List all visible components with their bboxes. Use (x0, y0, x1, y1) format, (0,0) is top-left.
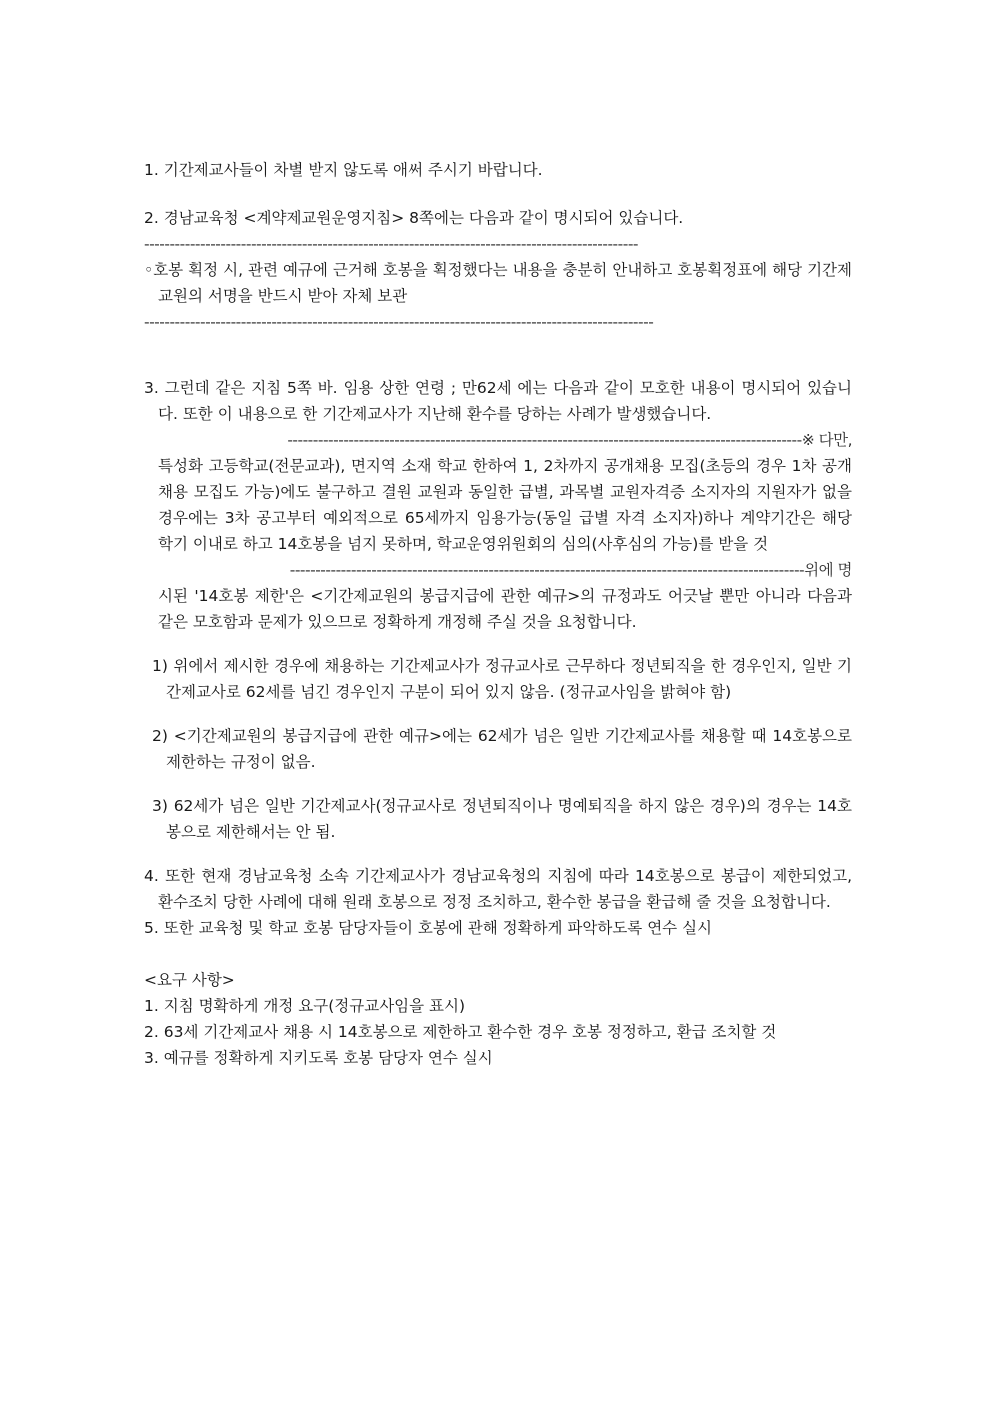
sub-item-3: 3) 62세가 넘은 일반 기간제교사(정규교사로 정년퇴직이나 명예퇴직을 하지 않은 경우)의 경우는 14호봉으로 제한해서는 안 됨. (152, 797, 852, 841)
sub-item-2: 2) <기간제교원의 봉급지급에 관한 예규>에는 62세가 넘은 일반 기간제교사를 채용할 때 14호봉으로 제한하는 규정이 없음. (152, 727, 852, 771)
item-4: 4. 또한 현재 경남교육청 소속 기간제교사가 경남교육청의 지침에 따라 14호봉으로 봉급이 제한되었고, 환수조치 당한 사례에 대해 원래 호봉으로 정정 조치하고, 환수한 봉급을 환급해 줄 것을 요청합니다. (144, 867, 852, 911)
quote-2: 특성화 고등학교(전문교과), 면지역 소재 학교 한하여 1, 2차까지 공개채용 모집(초등의 경우 1차 공개채용 모집도 가능)에도 불구하고 결원 교원과 동일한 급별, 과목별 교원자격증 소지자의 지원자가 없을 경우에는 3차 공고부터 예외적으로 65세까지 임용가능(동일 급별 자격 소지자)하나 계약기간은 해당 학기 이내로 하고 14호봉을 넘지 못하며, 학교운영위원회의 심의(사후심의 가능)를 받을 것 (158, 457, 852, 553)
item-1: 1. 기간제교사들이 차별 받지 않도록 애써 주시기 바랍니다. (144, 161, 543, 179)
item-3: 3. 그런데 같은 지침 5쪽 바. 임용 상한 연령 ; 만62세 에는 다음과 같이 모호한 내용이 명시되어 있습니다. 또한 이 내용으로 한 기간제교사가 지난해 환수를 당하는 사례가 발생했습니다. (144, 379, 852, 423)
document-body (144, 157, 852, 1071)
dash-line-1: ------------------------------------------------------------------------------------------------- (144, 235, 639, 253)
request-2: 2. 63세 기간제교사 채용 시 14호봉으로 제한하고 환수한 경우 호봉 정정하고, 환급 조치할 것 (144, 1023, 777, 1041)
request-1: 1. 지침 명확하게 개정 요구(정규교사임을 표시) (144, 997, 466, 1015)
item-5: 5. 또한 교육청 및 학교 호봉 담당자들이 호봉에 관해 정확하게 파악하도록 연수 실시 (144, 919, 713, 937)
dash-line-3: -----------------------------------------------------------------------------------------------------※ 다만, (287, 431, 852, 449)
dash-line-4: -----------------------------------------------------------------------------------------------------위에 명 (289, 561, 852, 579)
requests-title: <요구 사항> (144, 971, 235, 989)
item-2: 2. 경남교육청 <계약제교원운영지침> 8쪽에는 다음과 같이 명시되어 있습니다. (144, 209, 684, 227)
request-3: 3. 예규를 정확하게 지키도록 호봉 담당자 연수 실시 (144, 1049, 493, 1067)
quote-1: ◦호봉 획정 시, 관련 예규에 근거해 호봉을 획정했다는 내용을 충분히 안내하고 호봉획정표에 해당 기간제교원의 서명을 반드시 받아 자체 보관 (144, 261, 852, 305)
dash-line-2: ---------------------------------------------------------------------------------------------------- (144, 313, 654, 331)
sub-item-1: 1) 위에서 제시한 경우에 채용하는 기간제교사가 정규교사로 근무하다 정년퇴직을 한 경우인지, 일반 기간제교사로 62세를 넘긴 경우인지 구분이 되어 있지 않음. (정규교사임을 밝혀야 함) (152, 657, 852, 701)
after-text: 시된 '14호봉 제한'은 <기간제교원의 봉급지급에 관한 예규>의 규정과도 어긋날 뿐만 아니라 다음과 같은 모호함과 문제가 있으므로 정확하게 개정해 주실 것을 요청합니다. (158, 587, 852, 631)
